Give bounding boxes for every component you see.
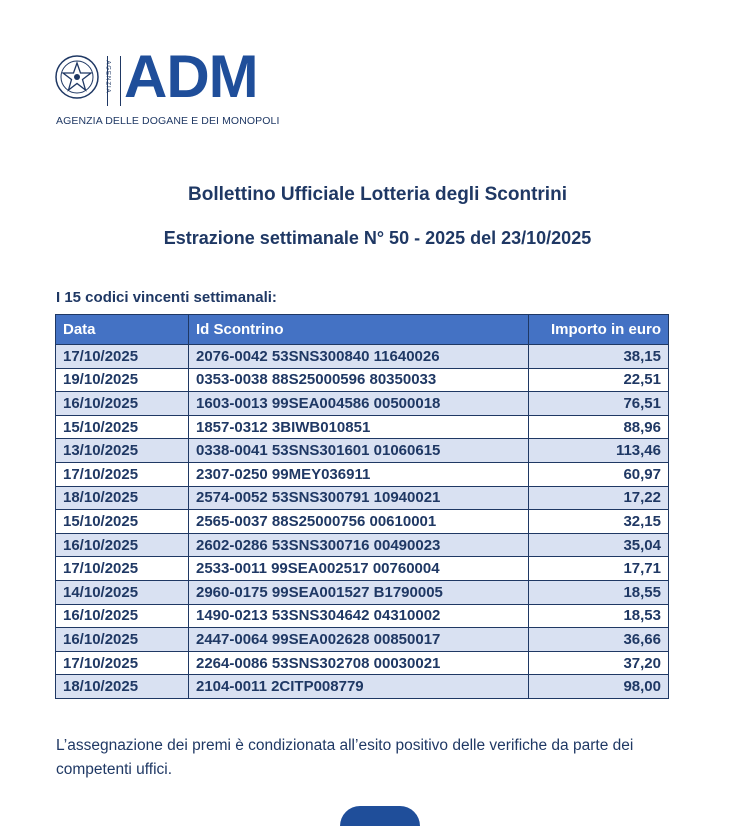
table-row	[56, 392, 669, 416]
cell-amount: 35,04	[529, 533, 669, 557]
cell-date: 17/10/2025	[56, 345, 189, 369]
cell-amount: 36,66	[529, 628, 669, 652]
cell-date: 19/10/2025	[56, 368, 189, 392]
page-title: Bollettino Ufficiale Lotteria degli Scontrini	[188, 184, 567, 205]
header-date: Data	[56, 315, 189, 345]
disclaimer-note: L’assegnazione dei premi è condizionata all’esito positivo delle verifiche da parte dei competenti uffici.	[56, 737, 634, 778]
cell-receipt-id: 2264-0086 53SNS302708 00030021	[189, 651, 529, 675]
cell-date: 17/10/2025	[56, 462, 189, 486]
header-receipt-id: Id Scontrino	[189, 315, 529, 345]
cell-amount: 18,53	[529, 604, 669, 628]
table-body	[56, 345, 669, 699]
cell-receipt-id: 1490-0213 53SNS304642 04310002	[189, 604, 529, 628]
cell-date: 18/10/2025	[56, 486, 189, 510]
cell-amount: 76,51	[529, 392, 669, 416]
cell-amount: 88,96	[529, 415, 669, 439]
cell-date: 17/10/2025	[56, 651, 189, 675]
table-row	[56, 580, 669, 604]
cell-amount: 18,55	[529, 580, 669, 604]
cell-receipt-id: 2574-0052 53SNS300791 10940021	[189, 486, 529, 510]
adm-subtitle: AGENZIA DELLE DOGANE E DEI MONOPOLI	[56, 115, 280, 127]
table-row	[56, 533, 669, 557]
cell-date: 16/10/2025	[56, 604, 189, 628]
cell-receipt-id: 2533-0011 99SEA002517 00760004	[189, 557, 529, 581]
cell-receipt-id: 1603-0013 99SEA004586 00500018	[189, 392, 529, 416]
table-header-row	[56, 315, 669, 345]
adm-wordmark: ADM	[124, 43, 258, 110]
cell-receipt-id: 2565-0037 88S25000756 00610001	[189, 510, 529, 534]
cell-date: 15/10/2025	[56, 415, 189, 439]
cell-receipt-id: 1857-0312 3BIWB010851	[189, 415, 529, 439]
cell-date: 15/10/2025	[56, 510, 189, 534]
cell-receipt-id: 2447-0064 99SEA002628 00850017	[189, 628, 529, 652]
agenzia-vertical-text: AGENZIA	[104, 60, 111, 94]
cell-amount: 17,22	[529, 486, 669, 510]
cell-amount: 113,46	[529, 439, 669, 463]
table-row	[56, 345, 669, 369]
cell-date: 14/10/2025	[56, 580, 189, 604]
cell-amount: 32,15	[529, 510, 669, 534]
table-row	[56, 557, 669, 581]
agenzia-vertical-label	[104, 56, 121, 106]
cell-receipt-id: 2960-0175 99SEA001527 B1790005	[189, 580, 529, 604]
cell-amount: 38,15	[529, 345, 669, 369]
cell-date: 16/10/2025	[56, 392, 189, 416]
cell-date: 13/10/2025	[56, 439, 189, 463]
table-row	[56, 368, 669, 392]
table-row	[56, 462, 669, 486]
cell-receipt-id: 0353-0038 88S25000596 80350033	[189, 368, 529, 392]
cell-amount: 37,20	[529, 651, 669, 675]
table-row	[56, 675, 669, 699]
section-label: I 15 codici vincenti settimanali:	[56, 289, 277, 306]
footer-decoration	[340, 806, 420, 826]
cell-date: 18/10/2025	[56, 675, 189, 699]
emblem-icon	[54, 54, 100, 100]
cell-receipt-id: 2104-0011 2CITP008779	[189, 675, 529, 699]
cell-date: 16/10/2025	[56, 533, 189, 557]
table-row	[56, 439, 669, 463]
table-row	[56, 415, 669, 439]
cell-receipt-id: 2602-0286 53SNS300716 00490023	[189, 533, 529, 557]
cell-amount: 22,51	[529, 368, 669, 392]
cell-amount: 98,00	[529, 675, 669, 699]
cell-amount: 17,71	[529, 557, 669, 581]
table-row	[56, 628, 669, 652]
header-amount: Importo in euro	[529, 315, 669, 345]
cell-receipt-id: 2307-0250 99MEY036911	[189, 462, 529, 486]
cell-receipt-id: 0338-0041 53SNS301601 01060615	[189, 439, 529, 463]
cell-receipt-id: 2076-0042 53SNS300840 11640026	[189, 345, 529, 369]
table-row	[56, 604, 669, 628]
table-row	[56, 651, 669, 675]
table-row	[56, 486, 669, 510]
winning-codes-table	[55, 314, 669, 699]
page-subtitle: Estrazione settimanale N° 50 - 2025 del 23/10/2025	[163, 228, 592, 248]
table-row	[56, 510, 669, 534]
cell-date: 17/10/2025	[56, 557, 189, 581]
adm-logo	[54, 43, 294, 132]
cell-amount: 60,97	[529, 462, 669, 486]
cell-date: 16/10/2025	[56, 628, 189, 652]
